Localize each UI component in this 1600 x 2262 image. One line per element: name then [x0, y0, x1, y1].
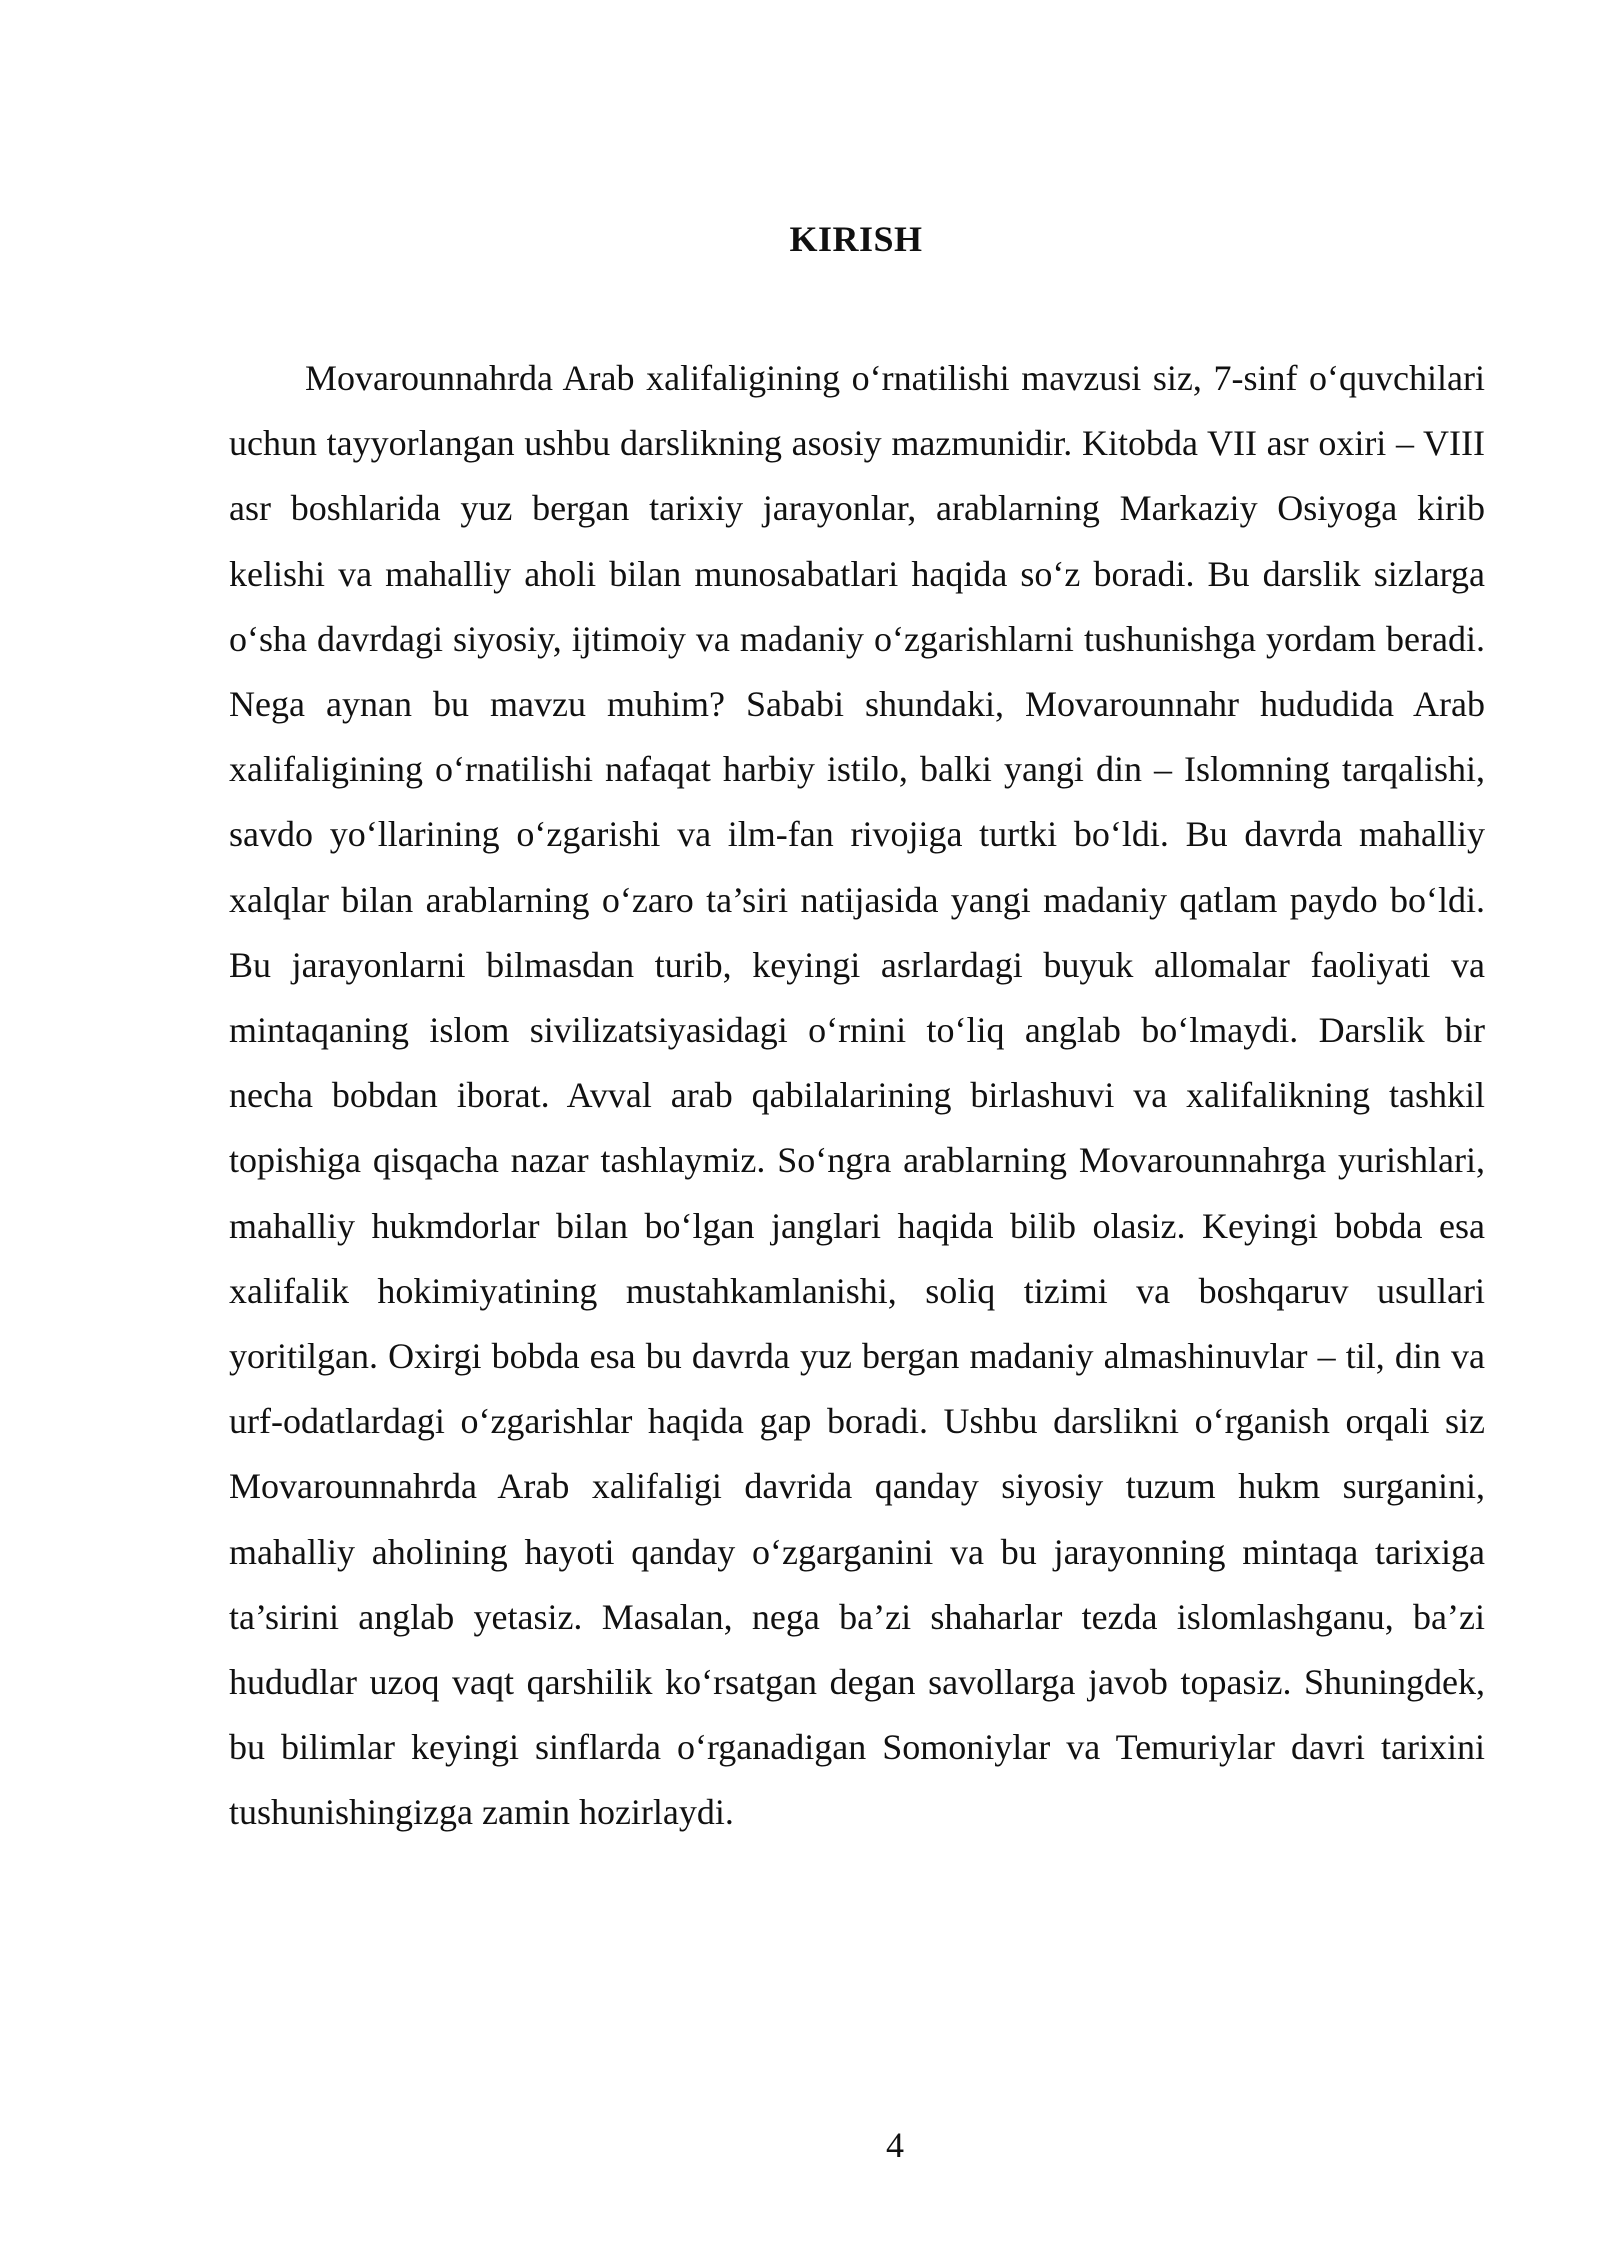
page-title: KIRISH [789, 219, 923, 259]
body-paragraph: Movarounnahrda Arab xalifaligining o‘rnatilishi mavzusi siz, 7-sinf o‘quvchilari uchun tayyorlangan ushbu darslikning asosiy mazmunidir. Kitobda VII asr oxiri – VIII asr boshlarida yuz bergan tarixiy jarayonlar, arablarning Markaziy Osiyoga kirib kelishi va mahalliy aholi bilan munosabatlari haqida so‘z boradi. Bu darslik sizlarga o‘sha davrdagi siyosiy, ijtimoiy va madaniy o‘zgarishlarni tushunishga yordam beradi. Nega aynan bu mavzu muhim? Sababi shundaki, Movarounnahr hududida Arab xalifaligining o‘rnatilishi nafaqat harbiy istilo, balki yangi din – Islomning tarqalishi, savdo yo‘llarining o‘zgarishi va ilm-fan rivojiga turtki bo‘ldi. Bu davrda mahalliy xalqlar bilan arablarning o‘zaro ta’siri natijasida yangi madaniy qatlam paydo bo‘ldi. Bu jarayonlarni bilmasdan turib, keyingi asrlardagi buyuk allomalar faoliyati va mintaqaning islom sivilizatsiyasidagi o‘rnini to‘liq anglab bo‘lmaydi. Darslik bir necha bobdan iborat. Avval arab qabilalarining birlashuvi va xalifalikning tashkil topishiga qisqacha nazar tashlaymiz. So‘ngra arablarning Movarounnahrga yurishlari, mahalliy hukmdorlar bilan bo‘lgan janglari haqida bilib olasiz. Keyingi bobda esa xalifalik hokimiyatining mustahkamlanishi, soliq tizimi va boshqaruv usullari yoritilgan. Oxirgi bobda esa bu davrda yuz bergan madaniy almashinuvlar – til, din va urf-odatlardagi o‘zgarishlar haqida gap boradi. Ushbu darslikni o‘rganish orqali siz Movarounnahrda Arab xalifaligi davrida qanday siyosiy tuzum hukm surganini, mahalliy aholining hayoti qanday o‘zgarganini va bu jarayonning mintaqa tarixiga ta’sirini anglab yetasiz. Masalan, nega ba’zi shaharlar tezda islomlashganu, ba’zi hududlar uzoq vaqt qarshilik ko‘rsatgan degan savollarga javob topasiz. Shuningdek, bu bilimlar keyingi sinflarda o‘rganadigan Somoniylar va Temuriylar davri tarixini tushunishingizga zamin hozirlaydi. [229, 358, 1485, 1833]
page-number: 4 [886, 2125, 904, 2165]
